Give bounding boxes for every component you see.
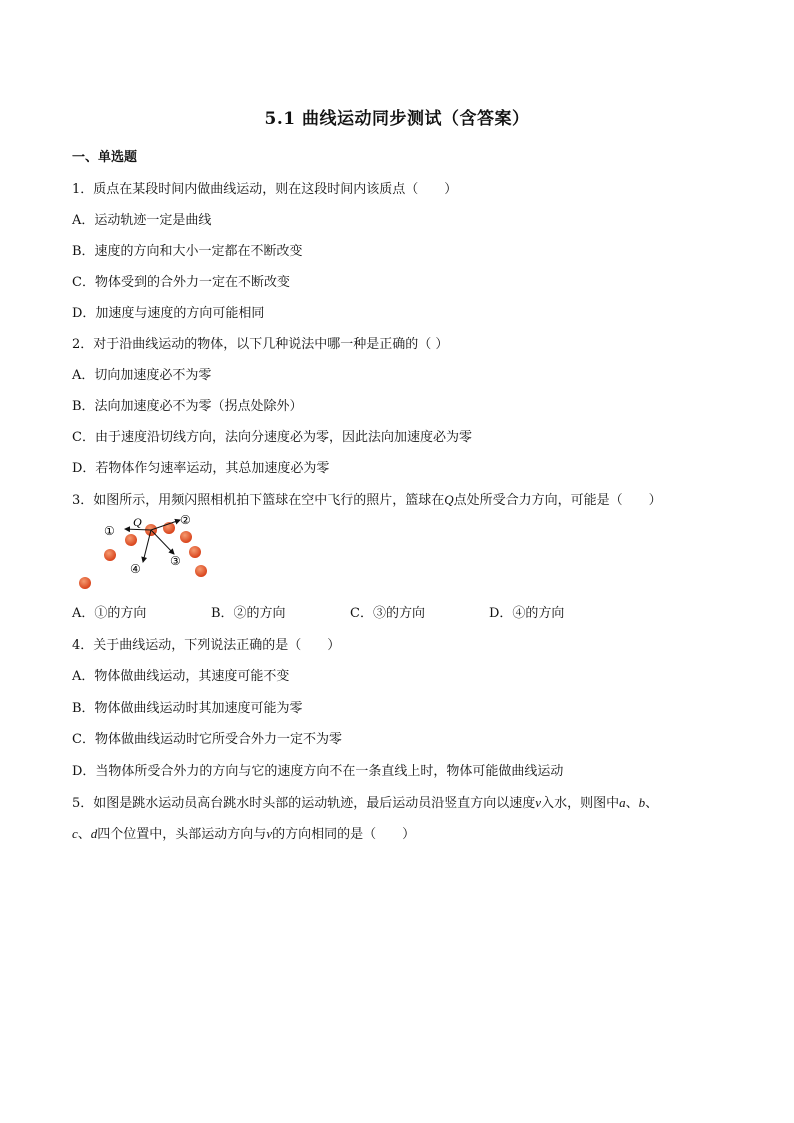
question-2-option-a: A．切向加速度必不为零 bbox=[72, 368, 212, 383]
question-4-option-d: D．当物体所受合外力的方向与它的速度方向不在一条直线上时，物体可能做曲线运动 bbox=[72, 764, 564, 779]
var-b: b bbox=[638, 795, 646, 810]
question-4-option-c: C．物体做曲线运动时它所受合外力一定不为零 bbox=[72, 732, 342, 747]
question-5-text-2: 入水，则图中 bbox=[541, 796, 620, 811]
question-3-stem-var: Q bbox=[444, 492, 454, 507]
separator: 、 bbox=[625, 796, 639, 811]
question-3-option-d: D．④的方向 bbox=[489, 606, 565, 621]
page-title: 5.1 曲线运动同步测试（含答案） bbox=[264, 109, 530, 129]
separator: 、 bbox=[645, 796, 659, 811]
separator: 、 bbox=[77, 827, 91, 842]
question-1-option-b: B．速度的方向和大小一定都在不断改变 bbox=[72, 244, 303, 259]
question-1-stem: 1．质点在某段时间内做曲线运动，则在这段时间内该质点（ ） bbox=[72, 182, 458, 197]
question-1-option-c: C．物体受到的合外力一定在不断改变 bbox=[72, 275, 290, 290]
question-2-option-d: D．若物体作匀速率运动，其总加速度必为零 bbox=[72, 461, 330, 476]
question-2-option-b: B．法向加速度必不为零（拐点处除外） bbox=[72, 399, 303, 414]
arrow-label-4: ④ bbox=[130, 562, 141, 576]
ball-3 bbox=[125, 534, 137, 546]
question-5-stem-line-2 bbox=[72, 823, 415, 842]
var-d: d bbox=[90, 826, 98, 841]
question-3-stem-after: 点处所受合力方向，可能是（ ） bbox=[453, 493, 662, 508]
point-label-q: Q bbox=[133, 515, 142, 529]
ball-1 bbox=[79, 577, 91, 589]
arrow-label-2: ② bbox=[180, 513, 191, 527]
question-3-stem-before: 3．如图所示，用频闪照相机拍下篮球在空中飞行的照片，篮球在 bbox=[72, 493, 445, 508]
question-4-option-b: B．物体做曲线运动时其加速度可能为零 bbox=[72, 701, 303, 716]
section-heading: 一、单选题 bbox=[72, 150, 138, 165]
arrow-4 bbox=[143, 530, 151, 562]
question-3-option-b: B．②的方向 bbox=[211, 606, 286, 621]
var-v: v bbox=[535, 795, 542, 810]
question-5-stem-line-1 bbox=[72, 792, 658, 811]
question-5-text-3: 四个位置中，头部运动方向与 bbox=[97, 827, 267, 842]
var-a: a bbox=[619, 795, 626, 810]
ball-7 bbox=[189, 546, 201, 558]
arrow-label-3: ③ bbox=[170, 554, 181, 568]
basketball-strobe-figure bbox=[72, 512, 222, 594]
question-2-stem: 2．对于沿曲线运动的物体，以下几种说法中哪一种是正确的（ ） bbox=[72, 337, 449, 352]
question-5-text-4: 的方向相同的是（ ） bbox=[272, 827, 416, 842]
question-3-option-c: C．③的方向 bbox=[350, 606, 425, 621]
question-2-option-c: C．由于速度沿切线方向，法向分速度必为零，因此法向加速度必为零 bbox=[72, 430, 472, 445]
ball-6 bbox=[180, 531, 192, 543]
arrow-label-1: ① bbox=[104, 524, 115, 538]
question-4-stem: 4．关于曲线运动，下列说法正确的是（ ） bbox=[72, 638, 341, 653]
question-4-option-a: A．物体做曲线运动，其速度可能不变 bbox=[72, 669, 290, 684]
var-c: c bbox=[72, 826, 78, 841]
question-5-text-1: 5．如图是跳水运动员高台跳水时头部的运动轨迹，最后运动员沿竖直方向以速度 bbox=[72, 796, 536, 811]
question-1-option-a: A．运动轨迹一定是曲线 bbox=[72, 213, 212, 228]
question-3-stem bbox=[72, 489, 662, 508]
question-3-options bbox=[72, 602, 628, 621]
question-3-option-a: A．①的方向 bbox=[72, 606, 147, 621]
var-v: v bbox=[266, 826, 273, 841]
ball-2 bbox=[104, 549, 116, 561]
ball-8 bbox=[195, 565, 207, 577]
question-1-option-d: D．加速度与速度的方向可能相同 bbox=[72, 306, 265, 321]
